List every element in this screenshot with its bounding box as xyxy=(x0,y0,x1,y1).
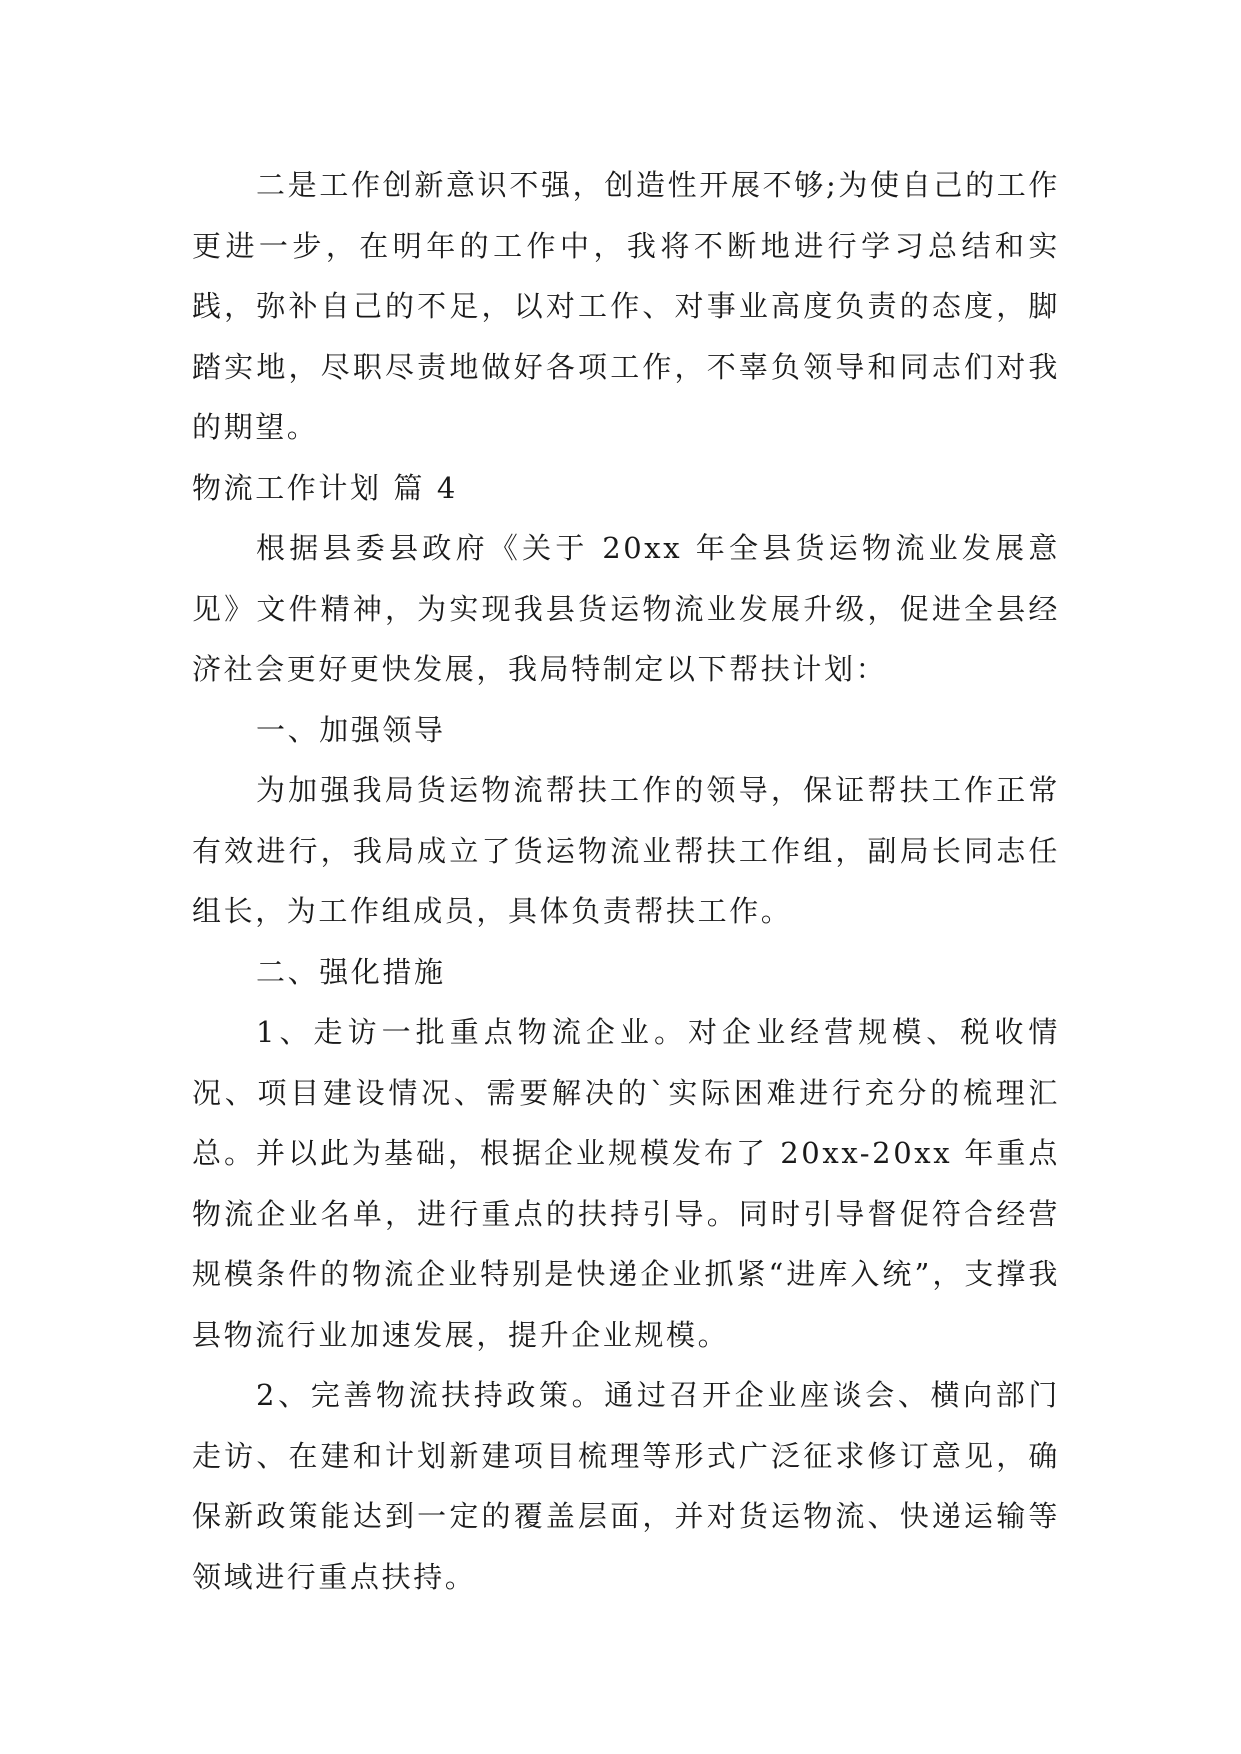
document-body xyxy=(192,155,1060,1607)
paragraph-work-innovation: 二是工作创新意识不强，创造性开展不够;为使自己的工作更进一步，在明年的工作中，我将不断地进行学习总结和实践，弥补自己的不足，以对工作、对事业高度负责的态度，脚踏实地，尽职尽责地做好各项工作，不辜负领导和同志们对我的期望。 xyxy=(192,168,1060,444)
paragraph-measure-1: 1、走访一批重点物流企业。对企业经营规模、税收情况、项目建设情况、需要解决的`实际困难进行充分的梳理汇总。并以此为基础，根据企业规模发布了 20xx-20xx 年重点物流企业名单，进行重点的扶持引导。同时引导督促符合经营规模条件的物流企业特别是快递企业抓紧“进库入统”，支撑我县物流行业加速发展，提升企业规模。 xyxy=(192,1015,1060,1352)
paragraph-measure-2: 2、完善物流扶持政策。通过召开企业座谈会、横向部门走访、在建和计划新建项目梳理等形式广泛征求修订意见，确保新政策能达到一定的覆盖层面，并对货运物流、快递运输等领域进行重点扶持。 xyxy=(192,1378,1060,1594)
subheading-measures: 二、强化措施 xyxy=(256,954,446,989)
subheading-strengthen-leadership: 一、加强领导 xyxy=(256,712,446,747)
paragraph-intro: 根据县委县政府《关于 20xx 年全县货运物流业发展意见》文件精神，为实现我县货运物流业发展升级，促进全县经济社会更好更快发展，我局特制定以下帮扶计划： xyxy=(192,531,1060,686)
section-title-plan-4: 物流工作计划 篇 4 xyxy=(192,470,458,505)
paragraph-leadership: 为加强我局货运物流帮扶工作的领导，保证帮扶工作正常有效进行，我局成立了货运物流业帮扶工作组，副局长同志任组长，为工作组成员，具体负责帮扶工作。 xyxy=(192,773,1060,928)
